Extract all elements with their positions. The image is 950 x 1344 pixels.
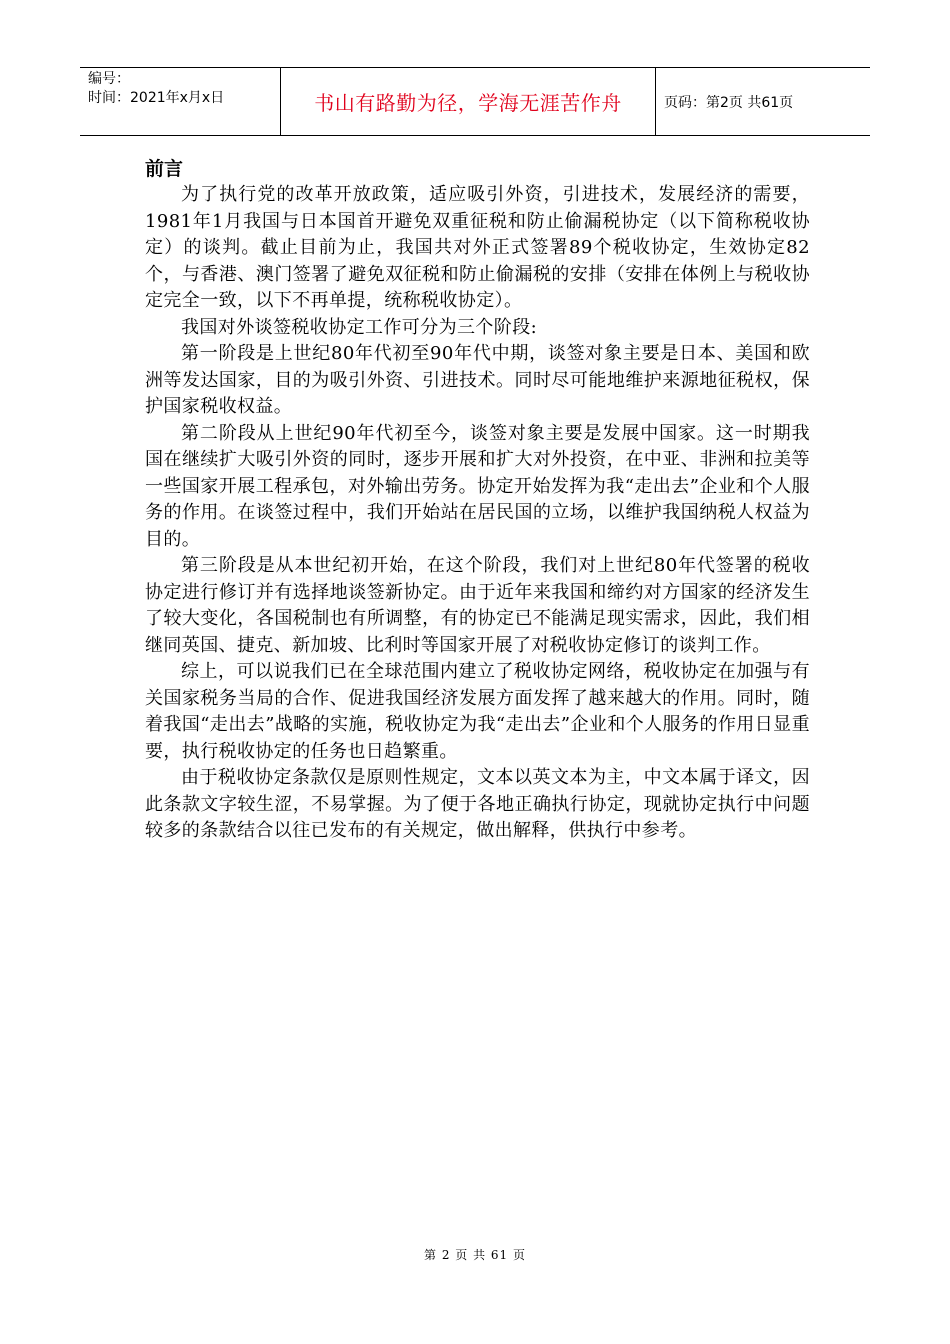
header-motto-cell: [281, 68, 656, 135]
header-motto: 书山有路勤为径，学海无涯苦作舟: [314, 91, 622, 115]
paragraph: 为了执行党的改革开放政策，适应吸引外资，引进技术，发展经济的需要，1981年1月我国与日本国首开避免双重征税和防止偷漏税协定（以下简称税收协定）的谈判。截止目前为止，我国共对外正式签署89个税收协定，生效协定82个，与香港、澳门签署了避免双征税和防止偷漏税的安排（安排在体例上与税收协定完全一致，以下不再单提，统称税收协定）。: [145, 184, 810, 311]
page-footer: 第 2 页 共 61 页: [424, 1248, 526, 1262]
header-page-cell: [656, 68, 870, 135]
paragraph: 第二阶段从上世纪90年代初至今，谈签对象主要是发展中国家。这一时期我国在继续扩大吸引外资的同时，逐步开展和扩大对外投资，在中亚、非洲和拉美等一些国家开展工程承包，对外输出劳务。协定开始发挥为我“走出去”企业和个人服务的作用。在谈签过程中，我们开始站在居民国的立场，以维护我国纳税人权益为目的。: [145, 422, 810, 550]
document-number-label: 编号：: [88, 71, 130, 87]
document-date-label: 时间：2021年x月x日: [88, 90, 225, 106]
paragraph: 综上，可以说我们已在全球范围内建立了税收协定网络，税收协定在加强与有关国家税务当局的合作、促进我国经济发展方面发挥了越来越大的作用。同时，随着我国“走出去”战略的实施，税收协定为我“走出去”企业和个人服务的作用日显重要，执行税收协定的任务也日趋繁重。: [145, 661, 810, 762]
document-body: [145, 156, 810, 845]
header-page-number: 页码：第2页 共61页: [664, 94, 794, 111]
section-heading: 前言: [145, 158, 184, 180]
paragraph: 由于税收协定条款仅是原则性规定，文本以英文本为主，中文本属于译文，因此条款文字较生涩，不易掌握。为了便于各地正确执行协定，现就协定执行中问题较多的条款结合以往已发布的有关规定，做出解释，供执行中参考。: [145, 767, 810, 841]
page-header: [80, 67, 870, 136]
header-meta-cell: [80, 68, 281, 135]
paragraph: 第一阶段是上世纪80年代初至90年代中期，谈签对象主要是日本、美国和欧洲等发达国家，目的为吸引外资、引进技术。同时尽可能地维护来源地征税权，保护国家税收权益。: [145, 343, 810, 417]
paragraph: 第三阶段是从本世纪初开始，在这个阶段，我们对上世纪80年代签署的税收协定进行修订并有选择地谈签新协定。由于近年来我国和缔约对方国家的经济发生了较大变化，各国税制也有所调整，有的协定已不能满足现实需求，因此，我们相继同英国、捷克、新加坡、比利时等国家开展了对税收协定修订的谈判工作。: [145, 555, 810, 656]
paragraph: 我国对外谈签税收协定工作可分为三个阶段:: [181, 316, 538, 338]
